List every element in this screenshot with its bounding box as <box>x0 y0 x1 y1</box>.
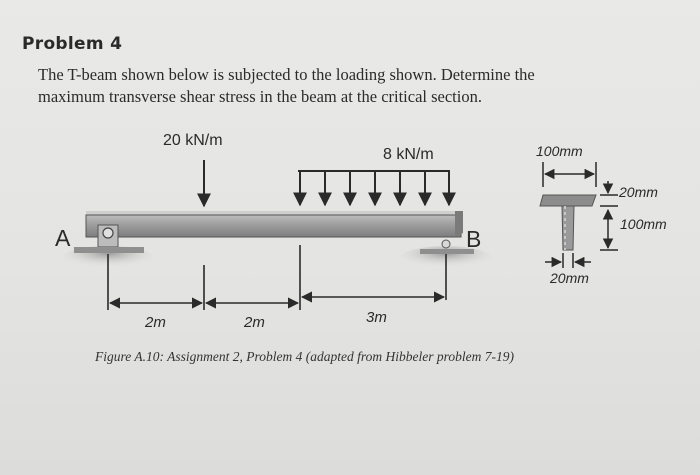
dimension-label-2: 2m <box>244 314 265 331</box>
figure-caption: Figure A.10: Assignment 2, Problem 4 (adapted from Hibbeler problem 7-19) <box>95 349 514 364</box>
t-cross-section <box>540 195 596 250</box>
web-thickness-label: 20mm <box>550 270 589 286</box>
support-label-b: B <box>466 226 482 252</box>
dimension-label-3: 3m <box>366 309 387 326</box>
dimension-label-1: 2m <box>145 314 166 331</box>
point-load-label: 20 kN/m <box>163 132 223 149</box>
dimension-extension-lines <box>108 245 446 310</box>
problem-title: Problem 4 <box>22 34 123 54</box>
web-height-dim <box>600 210 618 250</box>
web-height-label: 100mm <box>620 216 667 232</box>
flange-width-label: 100mm <box>536 143 583 159</box>
beam <box>86 211 463 237</box>
statement-line-2: maximum transverse shear stress in the beam at the critical section. <box>38 87 482 106</box>
statement-line-1: The T-beam shown below is subjected to the loading shown. Determine the <box>38 65 535 84</box>
web-thickness-dim <box>545 253 591 268</box>
distributed-load-arrows <box>298 171 450 205</box>
flange-thickness-dim <box>600 181 618 206</box>
flange-width-dim <box>543 162 596 187</box>
dimension-lines <box>110 297 444 303</box>
distributed-load-label: 8 kN/m <box>383 146 434 163</box>
support-label-a: A <box>55 225 71 251</box>
flange-thickness-label: 20mm <box>619 184 658 200</box>
